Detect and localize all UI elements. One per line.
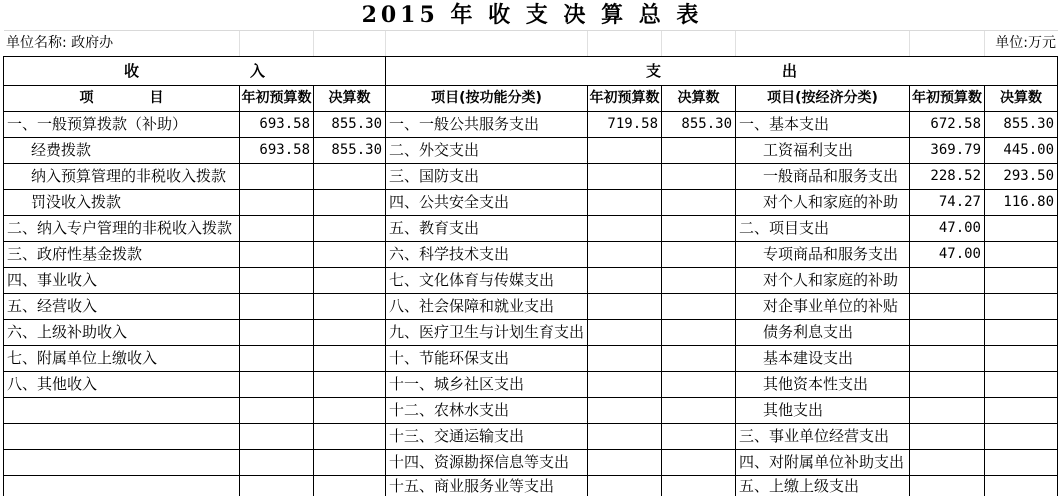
func-item-cell: 九、医疗卫生与计划生育支出	[386, 320, 588, 346]
income-final-cell	[314, 346, 386, 372]
income-item-cell: 二、纳入专户管理的非税收入拨款	[4, 216, 240, 242]
econ-budget-cell	[910, 268, 985, 294]
func-final-cell	[662, 216, 736, 242]
income-item-cell: 八、其他收入	[4, 372, 240, 398]
income-header-char: 收	[123, 62, 139, 80]
econ-final-cell	[985, 268, 1058, 294]
func-budget-cell	[588, 294, 662, 320]
func-final-cell	[662, 242, 736, 268]
grid-cell	[314, 31, 386, 56]
summary-table	[3, 56, 1058, 496]
income-item-cell	[4, 424, 240, 450]
func-budget-cell	[588, 320, 662, 346]
econ-final-cell	[985, 476, 1058, 496]
income-item-cell: 一、一般预算拨款（补助）	[4, 112, 240, 138]
econ-item-cell: 对个人和家庭的补助	[736, 268, 910, 294]
func-item-cell: 十二、农林水支出	[386, 398, 588, 424]
income-item-header-char: 项	[79, 90, 94, 106]
func-final-cell	[662, 268, 736, 294]
income-budget-cell	[240, 268, 314, 294]
income-final-cell	[314, 424, 386, 450]
func-budget-cell	[588, 372, 662, 398]
econ-final-cell	[985, 398, 1058, 424]
func-item-cell: 三、国防支出	[386, 164, 588, 190]
econ-item-cell: 对个人和家庭的补助	[736, 190, 910, 216]
econ-final-cell: 116.80	[985, 190, 1058, 216]
grid-cell	[736, 31, 910, 56]
econ-budget-cell: 369.79	[910, 138, 985, 164]
econ-final-cell	[985, 216, 1058, 242]
econ-budget-cell	[910, 346, 985, 372]
func-final-column-header: 决算数	[662, 86, 736, 112]
income-budget-cell: 693.58	[240, 138, 314, 164]
income-final-cell	[314, 268, 386, 294]
econ-budget-cell: 228.52	[910, 164, 985, 190]
func-item-cell: 八、社会保障和就业支出	[386, 294, 588, 320]
econ-item-column-header: 项目(按经济分类)	[736, 86, 910, 112]
econ-item-cell: 一般商品和服务支出	[736, 164, 910, 190]
income-item-cell: 三、政府性基金拨款	[4, 242, 240, 268]
income-budget-cell	[240, 424, 314, 450]
func-final-cell	[662, 450, 736, 476]
econ-final-cell	[985, 372, 1058, 398]
econ-final-cell	[985, 450, 1058, 476]
econ-item-cell: 专项商品和服务支出	[736, 242, 910, 268]
income-item-header-char: 目	[149, 90, 164, 106]
econ-budget-cell: 672.58	[910, 112, 985, 138]
income-item-cell: 罚没收入拨款	[4, 190, 240, 216]
func-budget-column-header: 年初预算数	[588, 86, 662, 112]
econ-budget-cell	[910, 372, 985, 398]
econ-item-cell: 工资福利支出	[736, 138, 910, 164]
income-section-header	[4, 57, 386, 86]
income-item-cell: 五、经营收入	[4, 294, 240, 320]
econ-final-cell: 855.30	[985, 112, 1058, 138]
func-item-cell: 四、公共安全支出	[386, 190, 588, 216]
income-budget-cell	[240, 450, 314, 476]
grid-cell	[910, 31, 985, 56]
econ-item-cell: 其他资本性支出	[736, 372, 910, 398]
econ-final-cell	[985, 424, 1058, 450]
page-title: 2015 年 收 支 决 算 总 表	[361, 2, 703, 28]
econ-item-cell: 其他支出	[736, 398, 910, 424]
func-budget-cell	[588, 346, 662, 372]
econ-item-cell: 五、上缴上级支出	[736, 476, 910, 496]
income-final-cell	[314, 164, 386, 190]
income-budget-cell	[240, 476, 314, 496]
econ-budget-cell	[910, 294, 985, 320]
income-final-cell	[314, 450, 386, 476]
func-final-cell: 855.30	[662, 112, 736, 138]
func-final-cell	[662, 294, 736, 320]
func-budget-cell	[588, 450, 662, 476]
income-final-cell: 855.30	[314, 138, 386, 164]
func-budget-cell: 719.58	[588, 112, 662, 138]
econ-item-cell: 二、项目支出	[736, 216, 910, 242]
func-item-cell: 六、科学技术支出	[386, 242, 588, 268]
func-item-cell: 十、节能环保支出	[386, 346, 588, 372]
income-item-cell: 四、事业收入	[4, 268, 240, 294]
income-budget-cell	[240, 294, 314, 320]
func-budget-cell	[588, 216, 662, 242]
income-budget-cell	[240, 164, 314, 190]
func-item-cell: 七、文化体育与传媒支出	[386, 268, 588, 294]
econ-budget-cell	[910, 476, 985, 496]
econ-item-cell: 四、对附属单位补助支出	[736, 450, 910, 476]
func-budget-cell	[588, 190, 662, 216]
func-final-cell	[662, 190, 736, 216]
econ-budget-cell	[910, 398, 985, 424]
econ-budget-column-header: 年初预算数	[910, 86, 985, 112]
income-item-cell: 七、附属单位上缴收入	[4, 346, 240, 372]
income-final-cell	[314, 190, 386, 216]
func-item-cell: 十三、交通运输支出	[386, 424, 588, 450]
func-final-cell	[662, 164, 736, 190]
func-item-cell: 二、外交支出	[386, 138, 588, 164]
econ-final-cell: 293.50	[985, 164, 1058, 190]
func-budget-cell	[588, 424, 662, 450]
econ-final-cell	[985, 242, 1058, 268]
income-item-cell	[4, 476, 240, 496]
expense-section-header	[386, 57, 1058, 86]
income-item-cell	[4, 450, 240, 476]
income-header-char: 入	[250, 62, 266, 80]
income-final-cell	[314, 398, 386, 424]
econ-final-cell	[985, 320, 1058, 346]
func-final-cell	[662, 346, 736, 372]
income-item-cell	[4, 398, 240, 424]
econ-final-cell	[985, 346, 1058, 372]
func-budget-cell	[588, 138, 662, 164]
income-item-cell: 六、上级补助收入	[4, 320, 240, 346]
func-final-cell	[662, 424, 736, 450]
income-item-column-header	[4, 86, 240, 112]
income-budget-cell	[240, 242, 314, 268]
econ-budget-cell: 74.27	[910, 190, 985, 216]
econ-item-cell: 基本建设支出	[736, 346, 910, 372]
econ-final-cell: 445.00	[985, 138, 1058, 164]
econ-item-cell: 一、基本支出	[736, 112, 910, 138]
func-final-cell	[662, 138, 736, 164]
econ-budget-cell: 47.00	[910, 242, 985, 268]
func-budget-cell	[588, 268, 662, 294]
func-item-cell: 十四、资源勘探信息等支出	[386, 450, 588, 476]
income-budget-cell	[240, 190, 314, 216]
econ-final-cell	[985, 294, 1058, 320]
income-budget-cell	[240, 372, 314, 398]
grid-cell	[386, 31, 588, 56]
grid-cell	[240, 31, 314, 56]
income-final-cell	[314, 320, 386, 346]
income-budget-cell: 693.58	[240, 112, 314, 138]
econ-final-column-header: 决算数	[985, 86, 1058, 112]
income-budget-cell	[240, 216, 314, 242]
econ-budget-cell: 47.00	[910, 216, 985, 242]
func-final-cell	[662, 320, 736, 346]
econ-item-cell: 债务利息支出	[736, 320, 910, 346]
income-budget-cell	[240, 398, 314, 424]
income-item-cell: 经费拨款	[4, 138, 240, 164]
func-final-cell	[662, 398, 736, 424]
unit-name-label: 单位名称: 政府办	[4, 31, 240, 56]
econ-budget-cell	[910, 424, 985, 450]
expense-header-char: 支	[645, 62, 661, 80]
func-budget-cell	[588, 476, 662, 496]
income-final-cell	[314, 476, 386, 496]
func-final-cell	[662, 476, 736, 496]
income-item-cell: 纳入预算管理的非税收入拨款	[4, 164, 240, 190]
income-budget-cell	[240, 346, 314, 372]
income-final-cell	[314, 294, 386, 320]
unit-info-row	[4, 30, 1058, 56]
func-budget-cell	[588, 398, 662, 424]
func-budget-cell	[588, 164, 662, 190]
income-budget-cell	[240, 320, 314, 346]
func-item-cell: 十一、城乡社区支出	[386, 372, 588, 398]
func-item-column-header: 项目(按功能分类)	[386, 86, 588, 112]
income-final-cell	[314, 216, 386, 242]
econ-budget-cell	[910, 450, 985, 476]
grid-cell	[588, 31, 662, 56]
func-item-cell: 一、一般公共服务支出	[386, 112, 588, 138]
income-final-column-header: 决算数	[314, 86, 386, 112]
econ-item-cell: 对企事业单位的补贴	[736, 294, 910, 320]
func-budget-cell	[588, 242, 662, 268]
expense-header-char: 出	[782, 62, 798, 80]
income-final-cell	[314, 372, 386, 398]
func-final-cell	[662, 372, 736, 398]
income-budget-column-header: 年初预算数	[240, 86, 314, 112]
econ-item-cell: 三、事业单位经营支出	[736, 424, 910, 450]
func-item-cell: 五、教育支出	[386, 216, 588, 242]
unit-label: 单位:万元	[995, 35, 1056, 51]
func-item-cell: 十五、商业服务业等支出	[386, 476, 588, 496]
income-final-cell	[314, 242, 386, 268]
grid-cell	[662, 31, 736, 56]
income-final-cell: 855.30	[314, 112, 386, 138]
econ-budget-cell	[910, 320, 985, 346]
